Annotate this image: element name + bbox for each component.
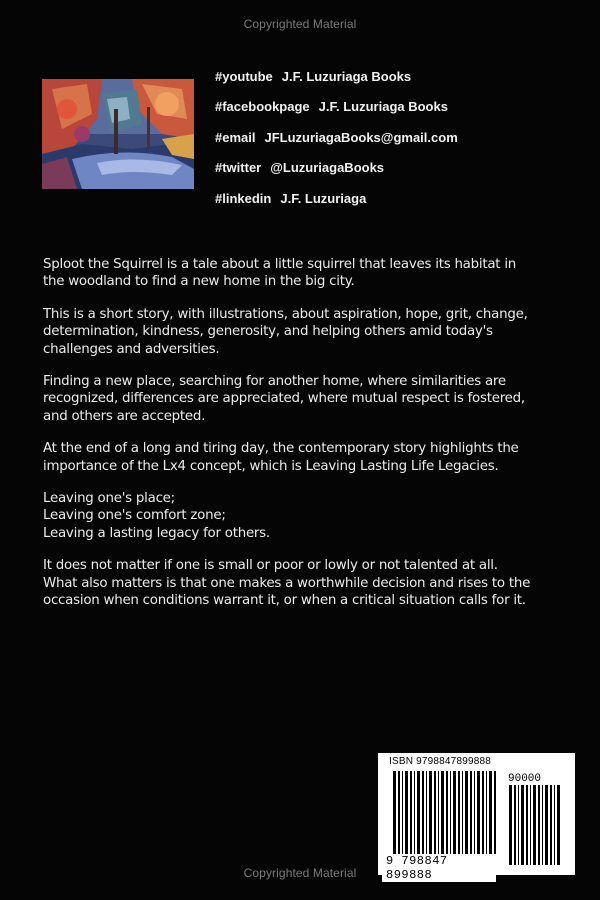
barcode-bar <box>542 785 543 865</box>
barcode-bar <box>470 771 472 863</box>
barcode-bar <box>422 771 424 863</box>
barcode-bar <box>514 785 516 865</box>
text-line: determination, kindness, generosity, and helping others amid today's <box>43 324 493 340</box>
cover-painting-thumbnail <box>42 79 194 189</box>
paragraph <box>43 373 588 425</box>
barcode-bar <box>417 771 420 863</box>
barcode-bar <box>538 785 540 865</box>
barcode-bar <box>533 785 536 865</box>
text-line: occasion when conditions warrant it, or when a critical situation calls for it. <box>43 593 526 609</box>
social-links <box>215 61 458 214</box>
barcode-bar <box>550 785 552 865</box>
text-line: What also matters is that one makes a worthwhile decision and rises to the <box>43 575 531 591</box>
isbn-label: ISBN 9798847899888 <box>389 756 492 767</box>
paragraph <box>43 306 588 358</box>
copyright-watermark-top: Copyrighted Material <box>243 17 357 31</box>
barcode-bar <box>474 771 475 863</box>
barcode-bar <box>450 771 451 863</box>
barcode-bar <box>410 771 412 863</box>
isbn-barcode <box>378 753 575 882</box>
paragraph <box>43 490 588 542</box>
social-youtube <box>215 61 458 92</box>
text-line: importance of the Lx4 concept, which is Leaving Lasting Life Legacies. <box>43 458 499 474</box>
barcode-bar <box>494 771 496 863</box>
paragraph <box>43 256 588 291</box>
text-line: challenges and adversities. <box>43 341 220 357</box>
text-line: and others are accepted. <box>43 408 206 424</box>
text-line: Leaving a lasting legacy for others. <box>43 525 270 541</box>
barcode-bar <box>462 771 463 863</box>
barcode-bar <box>477 771 480 863</box>
social-linkedin <box>215 183 458 214</box>
social-tag: #facebookpage <box>215 99 310 115</box>
text-line: It does not matter if one is small or poor or lowly or not talented at all. <box>43 558 498 574</box>
barcode-bar <box>557 785 560 865</box>
social-email <box>215 122 458 153</box>
social-value: J.F. Luzuriaga Books <box>318 99 448 115</box>
barcode-bar <box>402 771 403 863</box>
barcode-bar <box>530 785 531 865</box>
book-description <box>43 256 588 625</box>
paragraph <box>43 557 588 609</box>
copyright-watermark-bottom: Copyrighted Material <box>243 866 357 880</box>
barcode-bar <box>458 771 460 863</box>
barcode-addon-bars <box>508 785 564 865</box>
barcode-bar <box>554 785 555 865</box>
text-line: recognized, differences are appreciated, where mutual respect is fostered, <box>43 391 525 407</box>
barcode-bars <box>392 771 502 863</box>
barcode-bar <box>486 771 487 863</box>
social-value: J.F. Luzuriaga Books <box>281 68 412 84</box>
social-tag: #youtube <box>215 68 273 84</box>
barcode-bar <box>465 771 468 863</box>
barcode-bar <box>414 771 415 863</box>
social-tag: #linkedin <box>215 190 272 206</box>
social-twitter <box>215 153 458 184</box>
social-tag: #email <box>215 129 256 145</box>
text-line: At the end of a long and tiring day, the contemporary story highlights the <box>43 441 519 457</box>
barcode-bar <box>518 785 519 865</box>
social-value: J.F. Luzuriaga <box>280 190 367 206</box>
barcode-bar <box>521 785 524 865</box>
barcode-bar <box>429 771 432 863</box>
social-facebook <box>215 92 458 123</box>
barcode-bar <box>405 771 408 863</box>
barcode-bar <box>441 771 444 863</box>
price-code: 90000 <box>508 773 542 785</box>
barcode-bar <box>489 771 492 863</box>
text-line: Finding a new place, searching for another home, where similarities are <box>43 374 506 390</box>
barcode-bar <box>509 785 512 865</box>
paragraph <box>43 440 588 475</box>
barcode-bar <box>453 771 456 863</box>
barcode-bar <box>482 771 484 863</box>
isbn-digits: 9 798847 899888 <box>382 854 496 882</box>
barcode-bar <box>438 771 439 863</box>
social-value: @LuzuriagaBooks <box>270 160 385 176</box>
text-line: Leaving one's comfort zone; <box>43 508 226 524</box>
social-tag: #twitter <box>215 160 262 176</box>
barcode-bar <box>526 785 528 865</box>
barcode-bar <box>393 771 396 863</box>
text-line: the woodland to find a new home in the big city. <box>43 274 355 290</box>
barcode-bar <box>545 785 548 865</box>
barcode-bar <box>446 771 448 863</box>
text-line: Sploot the Squirrel is a tale about a little squirrel that leaves its habitat in <box>43 257 517 272</box>
social-value: JFLuzuriagaBooks@gmail.com <box>264 129 458 145</box>
barcode-bar <box>426 771 427 863</box>
text-line: Leaving one's place; <box>43 491 175 507</box>
text-line: This is a short story, with illustrations, about aspiration, hope, grit, change, <box>43 306 528 322</box>
barcode-bar <box>398 771 400 863</box>
barcode-bar <box>434 771 436 863</box>
